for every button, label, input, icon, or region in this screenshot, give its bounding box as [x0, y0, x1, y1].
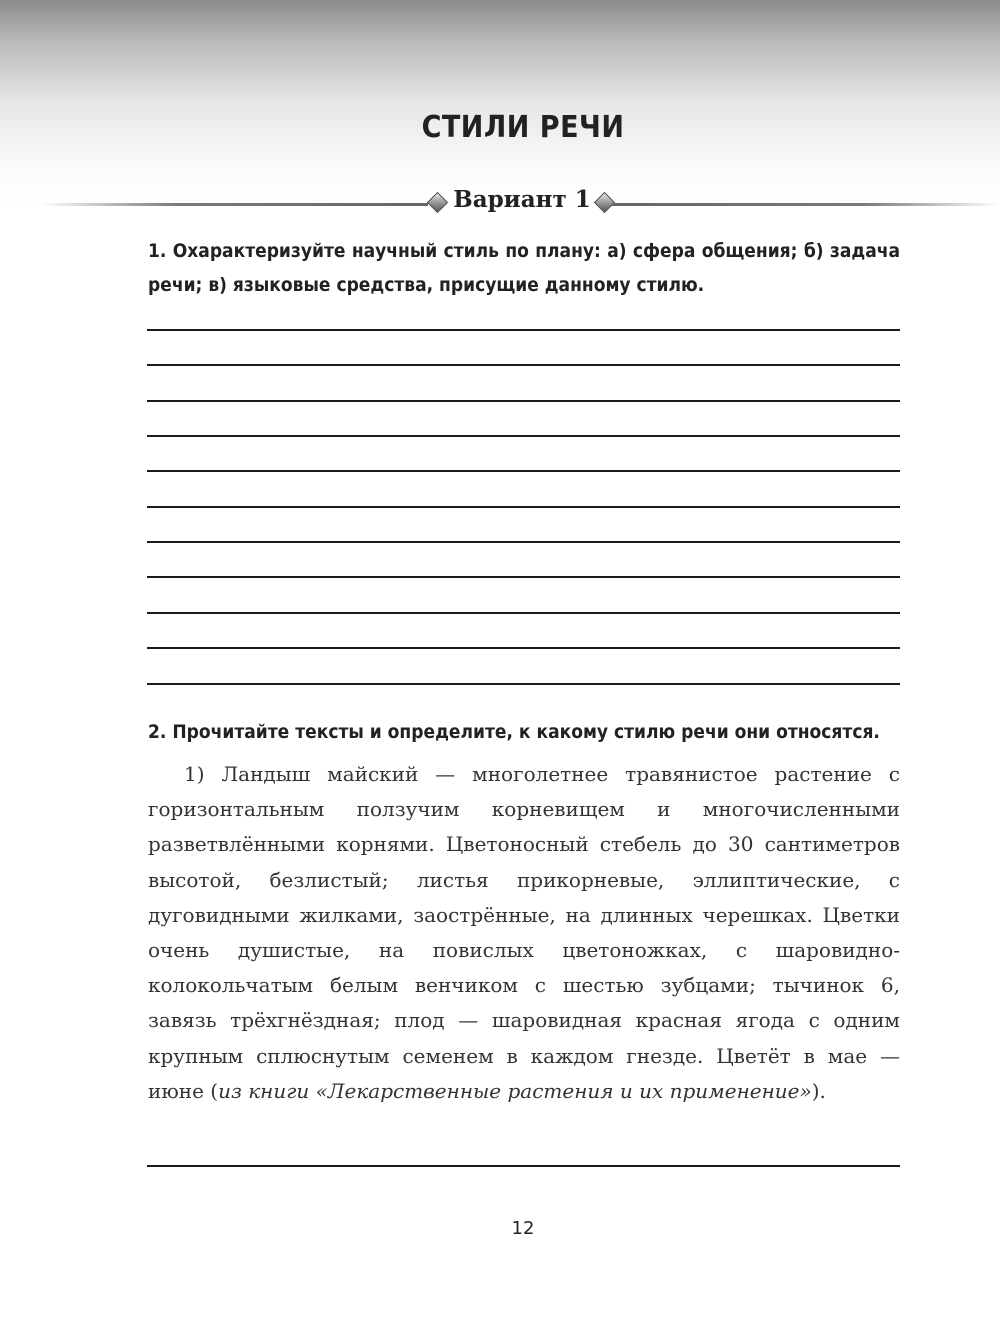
passage-text: [148, 757, 900, 1109]
passage-end: ).: [811, 1078, 826, 1103]
variant-divider-right: [612, 203, 1000, 206]
variant-label: Вариант 1: [453, 186, 591, 213]
passage-source: из книги «Лекарственные растения и их применение»: [218, 1078, 812, 1103]
page-title: СТИЛИ РЕЧИ: [421, 110, 625, 145]
task-1-text: 1. Охарактеризуйте научный стиль по плану: а) сфера общения; б) задача речи; в) языковые средства, присущие данному стилю.: [148, 240, 900, 296]
answer-line[interactable]: [147, 364, 900, 366]
answer-line[interactable]: [147, 400, 900, 402]
answer-line[interactable]: [147, 576, 900, 578]
answer-line[interactable]: [147, 470, 900, 472]
answer-line[interactable]: [147, 1165, 900, 1167]
answer-line[interactable]: [147, 541, 900, 543]
passage-main: 1) Ландыш майский — многолетнее травянистое растение с горизонтальным ползучим корневищем и многочисленными разветвлёнными корнями. Цветоносный стебель до 30 сантиметров высотой, безлистый; листья прикорневые, эллиптические, с дуговидными жилками, заострённые, на длинных черешках. Цветки очень душистые, на повислых цветоножках, с шаровидно-колокольчатым белым венчиком с шестью зубцами; тычинок 6, завязь трёхгнёздная; плод — шаровидная красная ягода с одним крупным сплюснутым семенем в каждом гнезде. Цветёт в мае — июне (: [148, 762, 900, 1103]
answer-line[interactable]: [147, 647, 900, 649]
task-2-text: 2. Прочитайте тексты и определите, к какому стилю речи они относятся.: [148, 721, 880, 743]
answer-line[interactable]: [147, 683, 900, 685]
answer-line[interactable]: [147, 612, 900, 614]
answer-line[interactable]: [147, 435, 900, 437]
variant-divider-left: [40, 203, 428, 206]
answer-line[interactable]: [147, 506, 900, 508]
page-number: 12: [511, 1218, 535, 1239]
header-band: [0, 0, 1000, 205]
answer-line[interactable]: [147, 329, 900, 331]
